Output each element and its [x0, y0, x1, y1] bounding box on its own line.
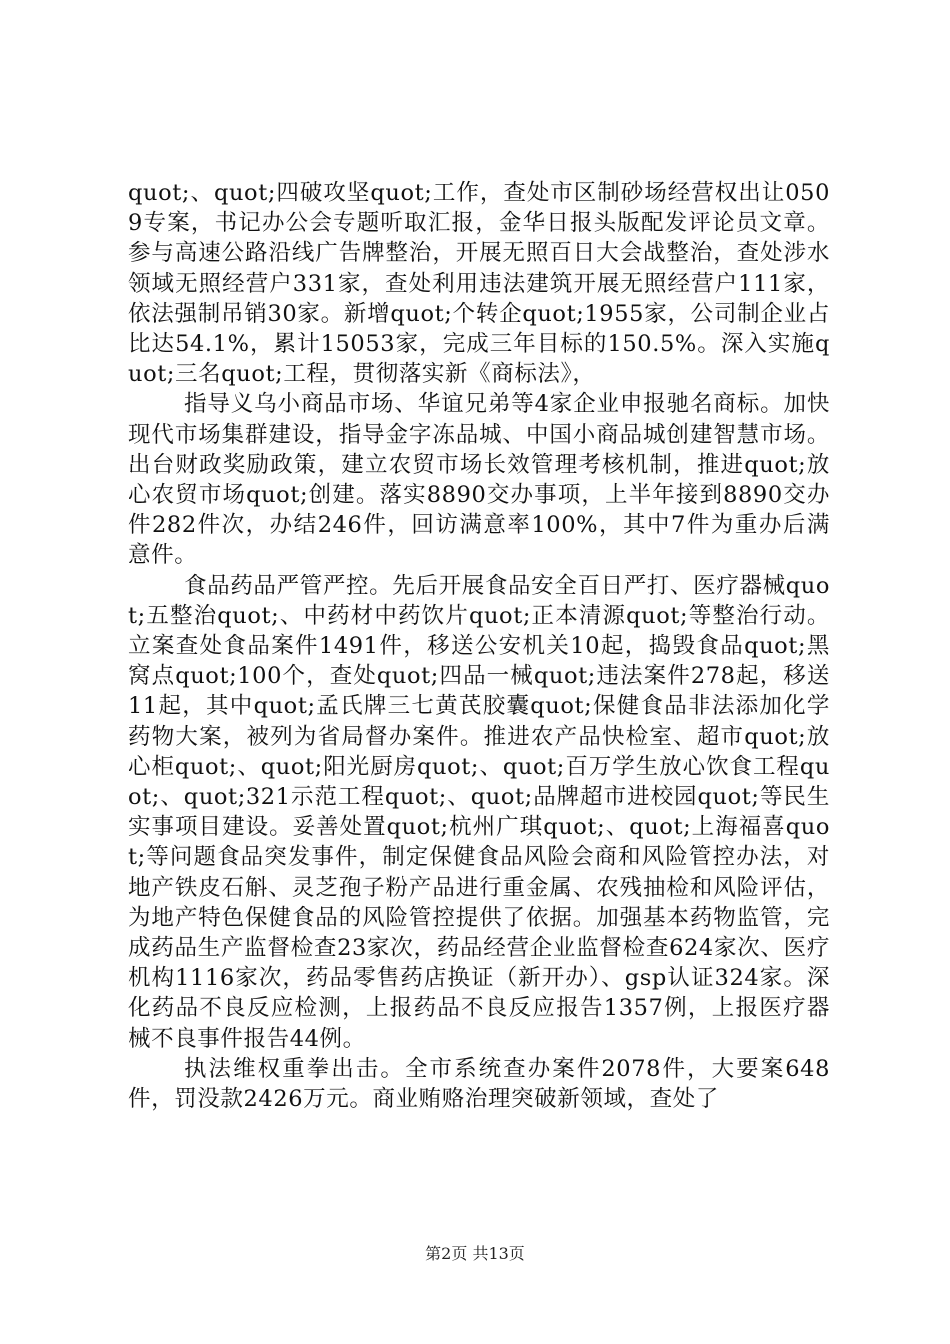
document-body [128, 178, 830, 1114]
paragraph: quot;、quot;四破攻坚quot;工作，查处市区制砂场经营权出让0509专案，书记办公会专题听取汇报，金华日报头版配发评论员文章。参与高速公路沿线广告牌整治，开展无照百日大会战整治，查处涉水领域无照经营户331家，查处利用违法建筑开展无照经营户111家，依法强制吊销30家。新增quot;个转企quot;1955家，公司制企业占比达54.1%，累计15053家，完成三年目标的150.5%。深入实施quot;三名quot;工程，贯彻落实新《商标法》， [128, 180, 830, 388]
paragraph: 食品药品严管严控。先后开展食品安全百日严打、医疗器械quot;五整治quot;、中药材中药饮片quot;正本清源quot;等整治行动。立案查处食品案件1491件，移送公安机关10起，捣毁食品quot;黑窝点quot;100个，查处quot;四品一械quot;违法案件278起，移送11起，其中quot;孟氏牌三七黄芪胶囊quot;保健食品非法添加化学药物大案，被列为省局督办案件。推进农产品快检室、超市quot;放心柜quot;、quot;阳光厨房quot;、quot;百万学生放心饮食工程quot;、quot;321示范工程quot;、quot;品牌超市进校园quot;等民生实事项目建设。妥善处置quot;杭州广琪quot;、quot;上海福喜quot;等问题食品突发事件，制定保健食品风险会商和风险管控办法，对地产铁皮石斛、灵芝孢子粉产品进行重金属、农残抽检和风险评估，为地产特色保健食品的风险管控提供了依据。加强基本药物监管，完成药品生产监督检查23家次，药品经营企业监督检查624家次、医疗机构1116家次，药品零售药店换证（新开办）、gsp认证324家。深化药品不良反应检测，上报药品不良反应报告1357例，上报医疗器械不良事件报告44例。 [128, 572, 830, 1052]
paragraph: 指导义乌小商品市场、华谊兄弟等4家企业申报驰名商标。加快现代市场集群建设，指导金字冻品城、中国小商品城创建智慧市场。出台财政奖励政策，建立农贸市场长效管理考核机制，推进quot;放心农贸市场quot;创建。落实8890交办事项，上半年接到8890交办件282件次，办结246件，回访满意率100%，其中7件为重办后满意件。 [128, 391, 830, 569]
page-footer: 第2页 共13页 [425, 1244, 525, 1263]
paragraph: 执法维权重拳出击。全市系统查办案件2078件，大要案648件，罚没款2426万元。商业贿赂治理突破新领域，查处了 [128, 1055, 830, 1113]
